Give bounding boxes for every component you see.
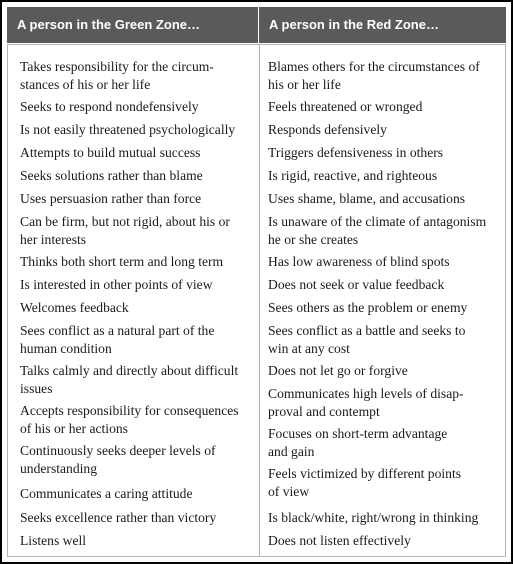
red-zone-item: Feels victimized by different points: [268, 466, 462, 481]
green-zone-item: her interests: [20, 232, 87, 247]
table-header: [7, 7, 506, 43]
red-zone-item: Responds defensively: [268, 122, 387, 137]
column-divider: [259, 45, 260, 556]
red-zone-item: Is black/white, right/wrong in thinking: [268, 510, 479, 525]
green-zone-item: Can be firm, but not rigid, about his or: [20, 214, 230, 229]
red-zone-item: Communicates high levels of disap-: [268, 386, 464, 401]
red-zone-item: Has low awareness of blind spots: [268, 254, 450, 269]
green-zone-item: issues: [20, 381, 53, 396]
green-zone-item: Sees conflict as a natural part of the: [20, 323, 215, 338]
green-zone-item: stances of his or her life: [20, 77, 151, 92]
green-zone-item: Is interested in other points of view: [20, 277, 213, 292]
red-zone-item: Is rigid, reactive, and righteous: [268, 168, 438, 183]
table-body: [7, 44, 506, 557]
red-zone-item: win at any cost: [268, 341, 350, 356]
red-zone-item: Focuses on short-term advantage: [268, 426, 448, 441]
red-zone-item: proval and contempt: [268, 404, 380, 419]
green-zone-item: Seeks solutions rather than blame: [20, 168, 203, 183]
red-zone-item: Feels threatened or wronged: [268, 99, 423, 114]
green-zone-item: Communicates a caring attitude: [20, 486, 193, 501]
red-zone-item: Does not seek or value feedback: [268, 277, 445, 292]
green-zone-item: Takes responsibility for the circum-: [20, 59, 214, 74]
red-zone-item: of view: [268, 484, 310, 499]
green-zone-item: Welcomes feedback: [20, 300, 129, 315]
green-zone-item: Continuously seeks deeper levels of: [20, 443, 216, 458]
green-zone-item: understanding: [20, 461, 98, 476]
green-zone-header: A person in the Green Zone…: [17, 17, 200, 32]
red-zone-item: Sees conflict as a battle and seeks to: [268, 323, 466, 338]
red-zone-item: Does not let go or forgive: [268, 363, 408, 378]
red-zone-item: Blames others for the circumstances of: [268, 59, 480, 74]
red-zone-header: A person in the Red Zone…: [258, 7, 506, 43]
red-zone-item: and gain: [268, 444, 315, 459]
green-zone-item: Attempts to build mutual success: [20, 145, 201, 160]
red-zone-item: Does not listen effectively: [268, 533, 411, 548]
green-zone-item: Is not easily threatened psychologically: [20, 122, 236, 137]
red-zone-item: Uses shame, blame, and accusations: [268, 191, 466, 206]
green-zone-item: of his or her actions: [20, 421, 128, 436]
green-zone-item: Talks calmly and directly about difficult: [20, 363, 239, 378]
red-zone-item: Sees others as the problem or enemy: [268, 300, 468, 315]
red-zone-item: Is unaware of the climate of antagonism: [268, 214, 487, 229]
red-zone-item: his or her life: [268, 77, 341, 92]
green-zone-item: Thinks both short term and long term: [20, 254, 224, 269]
green-zone-item: Seeks excellence rather than victory: [20, 510, 217, 525]
green-zone-item: Seeks to respond nondefensively: [20, 99, 199, 114]
green-zone-item: Uses persuasion rather than force: [20, 191, 202, 206]
green-zone-item: Listens well: [20, 533, 87, 548]
green-zone-item: human condition: [20, 341, 112, 356]
green-zone-item: Accepts responsibility for consequences: [20, 403, 239, 418]
red-zone-item: he or she creates: [268, 232, 359, 247]
red-zone-item: Triggers defensiveness in others: [268, 145, 444, 160]
